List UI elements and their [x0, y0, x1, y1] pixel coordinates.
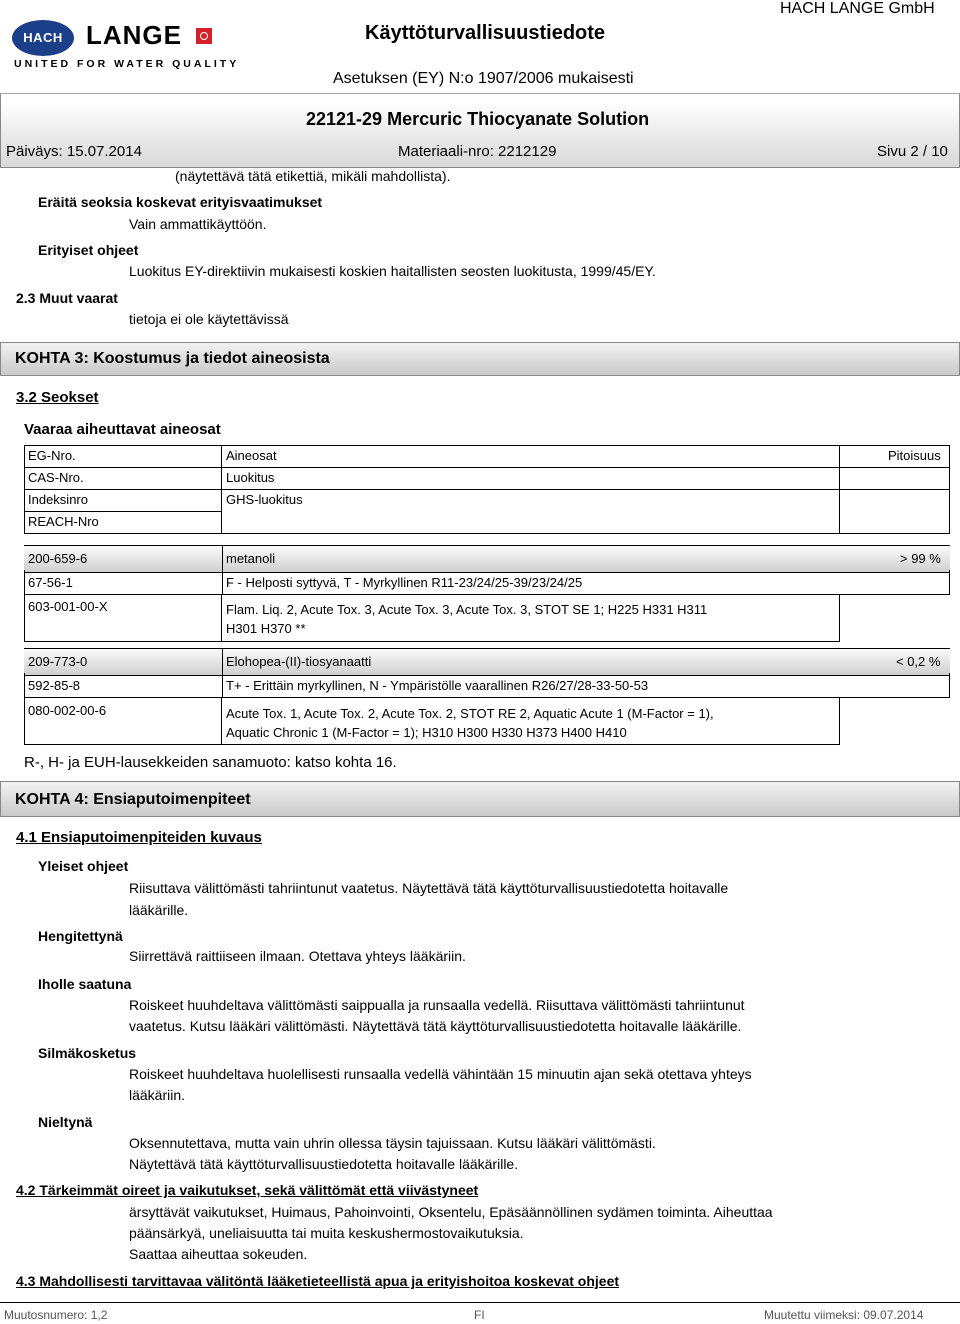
- language-code: FI: [474, 1308, 485, 1322]
- row1-name: metanoli: [226, 551, 276, 566]
- other-hazards-text: tietoja ei ole käytettävissä: [129, 311, 289, 327]
- col-ec-number: EG-Nro.: [28, 448, 76, 463]
- row1-classification: F - Helposti syttyvä, T - Myrkyllinen R11-23/24/25-39/23/24/25: [226, 575, 583, 590]
- row2-concentration: < 0,2 %: [896, 654, 941, 669]
- ingestion-label: Nieltynä: [38, 1114, 93, 1130]
- row-col-divider: [222, 648, 223, 698]
- symptoms-line2: päänsärkyä, uneliaisuutta tai muita keskushermostovaikutuksia.: [129, 1225, 524, 1241]
- row1-cas: 67-56-1: [28, 575, 73, 590]
- inhalation-label: Hengitettynä: [38, 928, 123, 944]
- eye-contact-label: Silmäkosketus: [38, 1045, 137, 1061]
- col-substance: Aineosat: [226, 448, 277, 463]
- col-ghs-classification: GHS-luokitus: [226, 492, 303, 507]
- skin-contact-line2: vaatetus. Kutsu lääkäri välittömästi. Näytettävä tätä käyttöturvallisuustiedotetta hoitavalle lääkärille.: [129, 1018, 742, 1034]
- col-cas-number: CAS-Nro.: [28, 470, 84, 485]
- symptoms-line1: ärsyttävät vaikutukset, Huimaus, Pahoinvointi, Oksentelu, Epäsäännöllinen sydämen toiminta. Aiheuttaa: [129, 1204, 773, 1220]
- row1-ec: 200-659-6: [28, 551, 88, 566]
- other-hazards-label: 2.3 Muut vaarat: [16, 290, 118, 306]
- section3-heading: KOHTA 3: Koostumus ja tiedot aineosista: [15, 350, 330, 367]
- special-requirements-label: Eräitä seoksia koskevat erityisvaatimukset: [38, 194, 323, 210]
- section4-heading-bar: [0, 781, 960, 817]
- medical-attention-heading: 4.3 Mahdollisesti tarvittavaa välitöntä lääketieteellistä apua ja erityishoitoa koskevat ohjeet: [16, 1273, 620, 1289]
- col-reach-number: REACH-Nro: [28, 514, 99, 529]
- phrases-note: R-, H- ja EUH-lausekkeiden sanamuoto: katso kohta 16.: [24, 754, 397, 771]
- mixtures-heading: 3.2 Seokset: [16, 389, 99, 406]
- col-index-number: Indeksinro: [28, 492, 88, 507]
- first-aid-description-heading: 4.1 Ensiaputoimenpiteiden kuvaus: [16, 829, 262, 846]
- special-instructions-text: Luokitus EY-direktiivin mukaisesti koskien haitallisten seosten luokitusta, 1999/45/EY.: [129, 263, 656, 279]
- page-number: Sivu 2 / 10: [877, 143, 948, 160]
- row2-ec: 209-773-0: [28, 654, 88, 669]
- special-instructions-label: Erityiset ohjeet: [38, 242, 139, 258]
- inhalation-text: Siirrettävä raittiiseen ilmaan. Otettava yhteys lääkäriin.: [129, 948, 466, 964]
- row2-name: Elohopea-(II)-tiosyanaatti: [226, 654, 372, 669]
- tagline: UNITED FOR WATER QUALITY: [14, 58, 240, 70]
- row1-ghs-line1: Flam. Liq. 2, Acute Tox. 3, Acute Tox. 3, Acute Tox. 3, STOT SE 1; H225 H331 H311: [226, 602, 708, 617]
- header-row-line: [24, 511, 222, 512]
- component-row-methanol: [24, 545, 950, 573]
- footer-divider: [0, 1302, 960, 1303]
- row-col-divider: [222, 545, 223, 595]
- hach-logo-text: HACH: [23, 30, 63, 45]
- col-concentration: Pitoisuus: [888, 448, 941, 463]
- hazardous-components-label: Vaaraa aiheuttavat aineosat: [24, 421, 221, 438]
- col-classification: Luokitus: [226, 470, 275, 485]
- row2-ghs-line1: Acute Tox. 1, Acute Tox. 2, Acute Tox. 2, STOT RE 2, Aquatic Acute 1 (M-Factor = 1),: [226, 706, 714, 721]
- header-row-line: [24, 489, 950, 490]
- hach-logo: [12, 20, 74, 56]
- skin-contact-line1: Roiskeet huuhdeltava välittömästi saippualla ja runsaalla vedellä. Riisuttava välittömästi tahriintunut: [129, 997, 745, 1013]
- ingestion-line2: Näytettävä tätä käyttöturvallisuustiedotetta hoitavalle lääkärille.: [129, 1156, 519, 1172]
- component-row-mercury-thiocyanate: [24, 648, 950, 676]
- document-title: Käyttöturvallisuustiedote: [365, 22, 606, 44]
- lange-mark-icon: [196, 28, 212, 44]
- symptoms-heading: 4.2 Tärkeimmät oireet ja vaikutukset, sekä välittömät että viivästyneet: [16, 1182, 479, 1198]
- special-requirements-text: Vain ammattikäyttöön.: [129, 216, 267, 232]
- row1-concentration: > 99 %: [900, 551, 941, 566]
- skin-contact-label: Iholle saatuna: [38, 976, 132, 992]
- lange-logo: LANGE: [86, 20, 182, 50]
- section3-heading-bar: [0, 342, 960, 376]
- product-name: 22121-29 Mercuric Thiocyanate Solution: [306, 109, 650, 129]
- ingestion-line1: Oksennutettava, mutta vain uhrin ollessa täysin tajuissaan. Kutsu lääkäri välittömästi.: [129, 1135, 656, 1151]
- revision-number: Muutosnumero: 1,2: [4, 1308, 108, 1322]
- row1-ghs-line2: H301 H370 **: [226, 621, 306, 636]
- eye-contact-line2: lääkäriin.: [129, 1087, 186, 1103]
- material-number: Materiaali-nro: 2212129: [398, 143, 557, 160]
- company-name: HACH LANGE GmbH: [780, 0, 935, 17]
- continued-line: (näytettävä tätä etikettiä, mikäli mahdollista).: [175, 168, 451, 184]
- issue-date: Päiväys: 15.07.2014: [6, 143, 142, 160]
- general-advice-line1: Riisuttava välittömästi tahriintunut vaatetus. Näytettävä tätä käyttöturvallisuustiedotetta hoitavalle: [129, 880, 729, 896]
- row1-index: 603-001-00-X: [28, 599, 108, 614]
- regulation-text: Asetuksen (EY) N:o 1907/2006 mukaisesti: [333, 70, 634, 87]
- row2-index: 080-002-00-6: [28, 703, 107, 718]
- general-advice-label: Yleiset ohjeet: [38, 858, 129, 874]
- row2-ghs-line2: Aquatic Chronic 1 (M-Factor = 1); H310 H300 H330 H373 H400 H410: [226, 725, 627, 740]
- row2-classification: T+ - Erittäin myrkyllinen, N - Ympäristölle vaarallinen R26/27/28-33-50-53: [226, 678, 649, 693]
- last-modified: Muutettu viimeksi: 09.07.2014: [764, 1308, 924, 1322]
- header-row-line: [24, 467, 950, 468]
- symptoms-line3: Saattaa aiheuttaa sokeuden.: [129, 1246, 308, 1262]
- row2-cas: 592-85-8: [28, 678, 81, 693]
- section4-heading: KOHTA 4: Ensiaputoimenpiteet: [15, 791, 251, 808]
- eye-contact-line1: Roiskeet huuhdeltava huolellisesti runsaalla vedellä vähintään 15 minuutin ajan sekä otettava yhteys: [129, 1066, 752, 1082]
- general-advice-line2: lääkärille.: [129, 902, 189, 918]
